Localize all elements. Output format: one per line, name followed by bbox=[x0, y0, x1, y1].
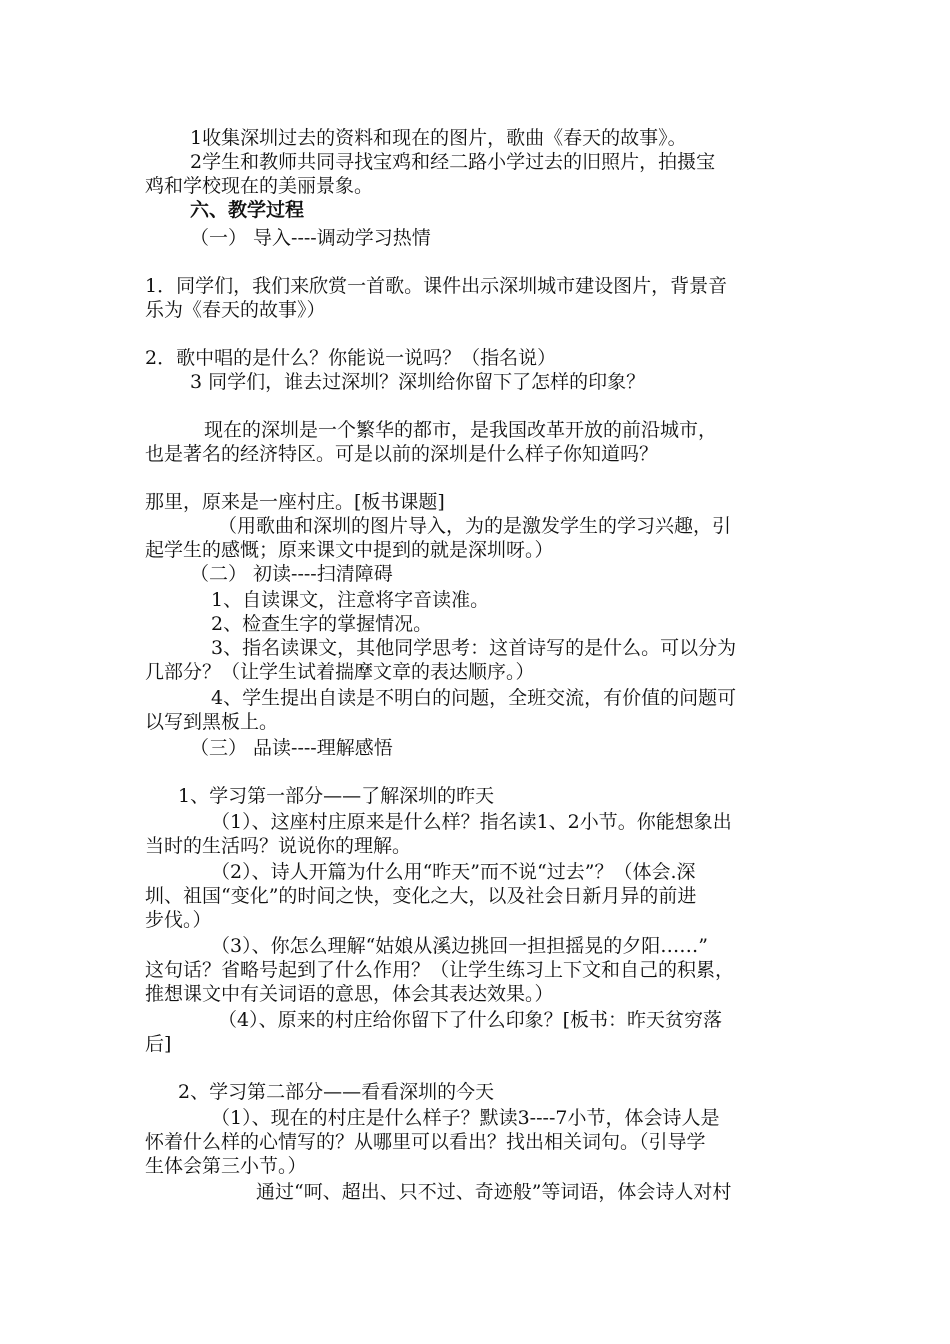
text-line: 也是著名的经济特区。可是以前的深圳是什么样子你知道吗？ bbox=[145, 443, 659, 465]
text-line: 2、检查生字的掌握情况。 bbox=[211, 613, 433, 635]
text-line: 圳、祖国“变化”的时间之快，变化之大，以及社会日新月异的前进 bbox=[145, 885, 697, 907]
text-line: （4）、原来的村庄给你留下了什么印象？[板书：昨天贫穷落 bbox=[218, 1009, 723, 1031]
text-line: 当时的生活吗？说说你的理解。 bbox=[145, 835, 412, 857]
text-line: 3 同学们，谁去过深圳？深圳给你留下了怎样的印象？ bbox=[190, 371, 646, 393]
text-line: （用歌曲和深圳的图片导入，为的是激发学生的学习兴趣，引 bbox=[218, 515, 732, 537]
text-line: 那里，原来是一座村庄。[板书课题] bbox=[145, 491, 445, 513]
text-line: 现在的深圳是一个繁华的都市，是我国改革开放的前沿城市， bbox=[204, 419, 718, 441]
subsection-heading: （一） 导入----调动学习热情 bbox=[190, 227, 431, 249]
text-line: 1．同学们，我们来欣赏一首歌。课件出示深圳城市建设图片，背景音 bbox=[145, 275, 728, 297]
text-line: 4、学生提出自读是不明白的问题，全班交流，有价值的问题可 bbox=[211, 687, 737, 709]
section-heading: 六、教学过程 bbox=[190, 199, 305, 221]
text-line: 以写到黑板上。 bbox=[145, 711, 279, 733]
subsection-heading: （三） 品读----理解感悟 bbox=[190, 737, 393, 759]
text-line: 怀着什么样的心情写的？从哪里可以看出？找出相关词句。（引导学 bbox=[145, 1131, 706, 1153]
text-line: （3）、你怎么理解“姑娘从溪边挑回一担担摇晃的夕阳……” bbox=[211, 935, 709, 957]
text-line: 生体会第三小节。） bbox=[145, 1155, 307, 1177]
text-line: 乐为《春天的故事》） bbox=[145, 299, 326, 321]
text-line: （2）、诗人开篇为什么用“昨天”而不说“过去”？（体会.深 bbox=[211, 861, 696, 883]
text-line: （1）、这座村庄原来是什么样？指名读1、2小节。你能想象出 bbox=[211, 811, 732, 833]
text-line: 推想课文中有关词语的意思，体会其表达效果。） bbox=[145, 983, 554, 1005]
text-line: 1收集深圳过去的资料和现在的图片，歌曲《春天的故事》。 bbox=[190, 127, 687, 149]
text-line: 起学生的感慨；原来课文中提到的就是深圳呀。） bbox=[145, 539, 554, 561]
text-line: 后] bbox=[145, 1033, 172, 1055]
subsection-heading: （二） 初读----扫清障碍 bbox=[190, 563, 393, 585]
text-line: 2学生和教师共同寻找宝鸡和经二路小学过去的旧照片，拍摄宝 bbox=[190, 151, 716, 173]
text-line: 步伐。） bbox=[145, 909, 212, 931]
text-line: 2、学习第二部分——看看深圳的今天 bbox=[178, 1081, 495, 1103]
text-line: 这句话？省略号起到了什么作用？（让学生练习上下文和自己的积累， bbox=[145, 959, 735, 981]
text-line: 3、指名读课文，其他同学思考：这首诗写的是什么。可以分为 bbox=[211, 637, 737, 659]
text-line: 2．歌中唱的是什么？你能说一说吗？（指名说） bbox=[145, 347, 557, 369]
text-line: 鸡和学校现在的美丽景象。 bbox=[145, 175, 374, 197]
text-line: 几部分？（让学生试着揣摩文章的表达顺序。） bbox=[145, 661, 535, 683]
text-line: 1、学习第一部分——了解深圳的昨天 bbox=[178, 785, 495, 807]
text-line: （1）、现在的村庄是什么样子？默读3----7小节，体会诗人是 bbox=[211, 1107, 720, 1129]
text-line: 1、自读课文，注意将字音读准。 bbox=[211, 589, 490, 611]
text-line: 通过“呵、超出、只不过、奇迹般”等词语，体会诗人对村 bbox=[256, 1181, 732, 1203]
